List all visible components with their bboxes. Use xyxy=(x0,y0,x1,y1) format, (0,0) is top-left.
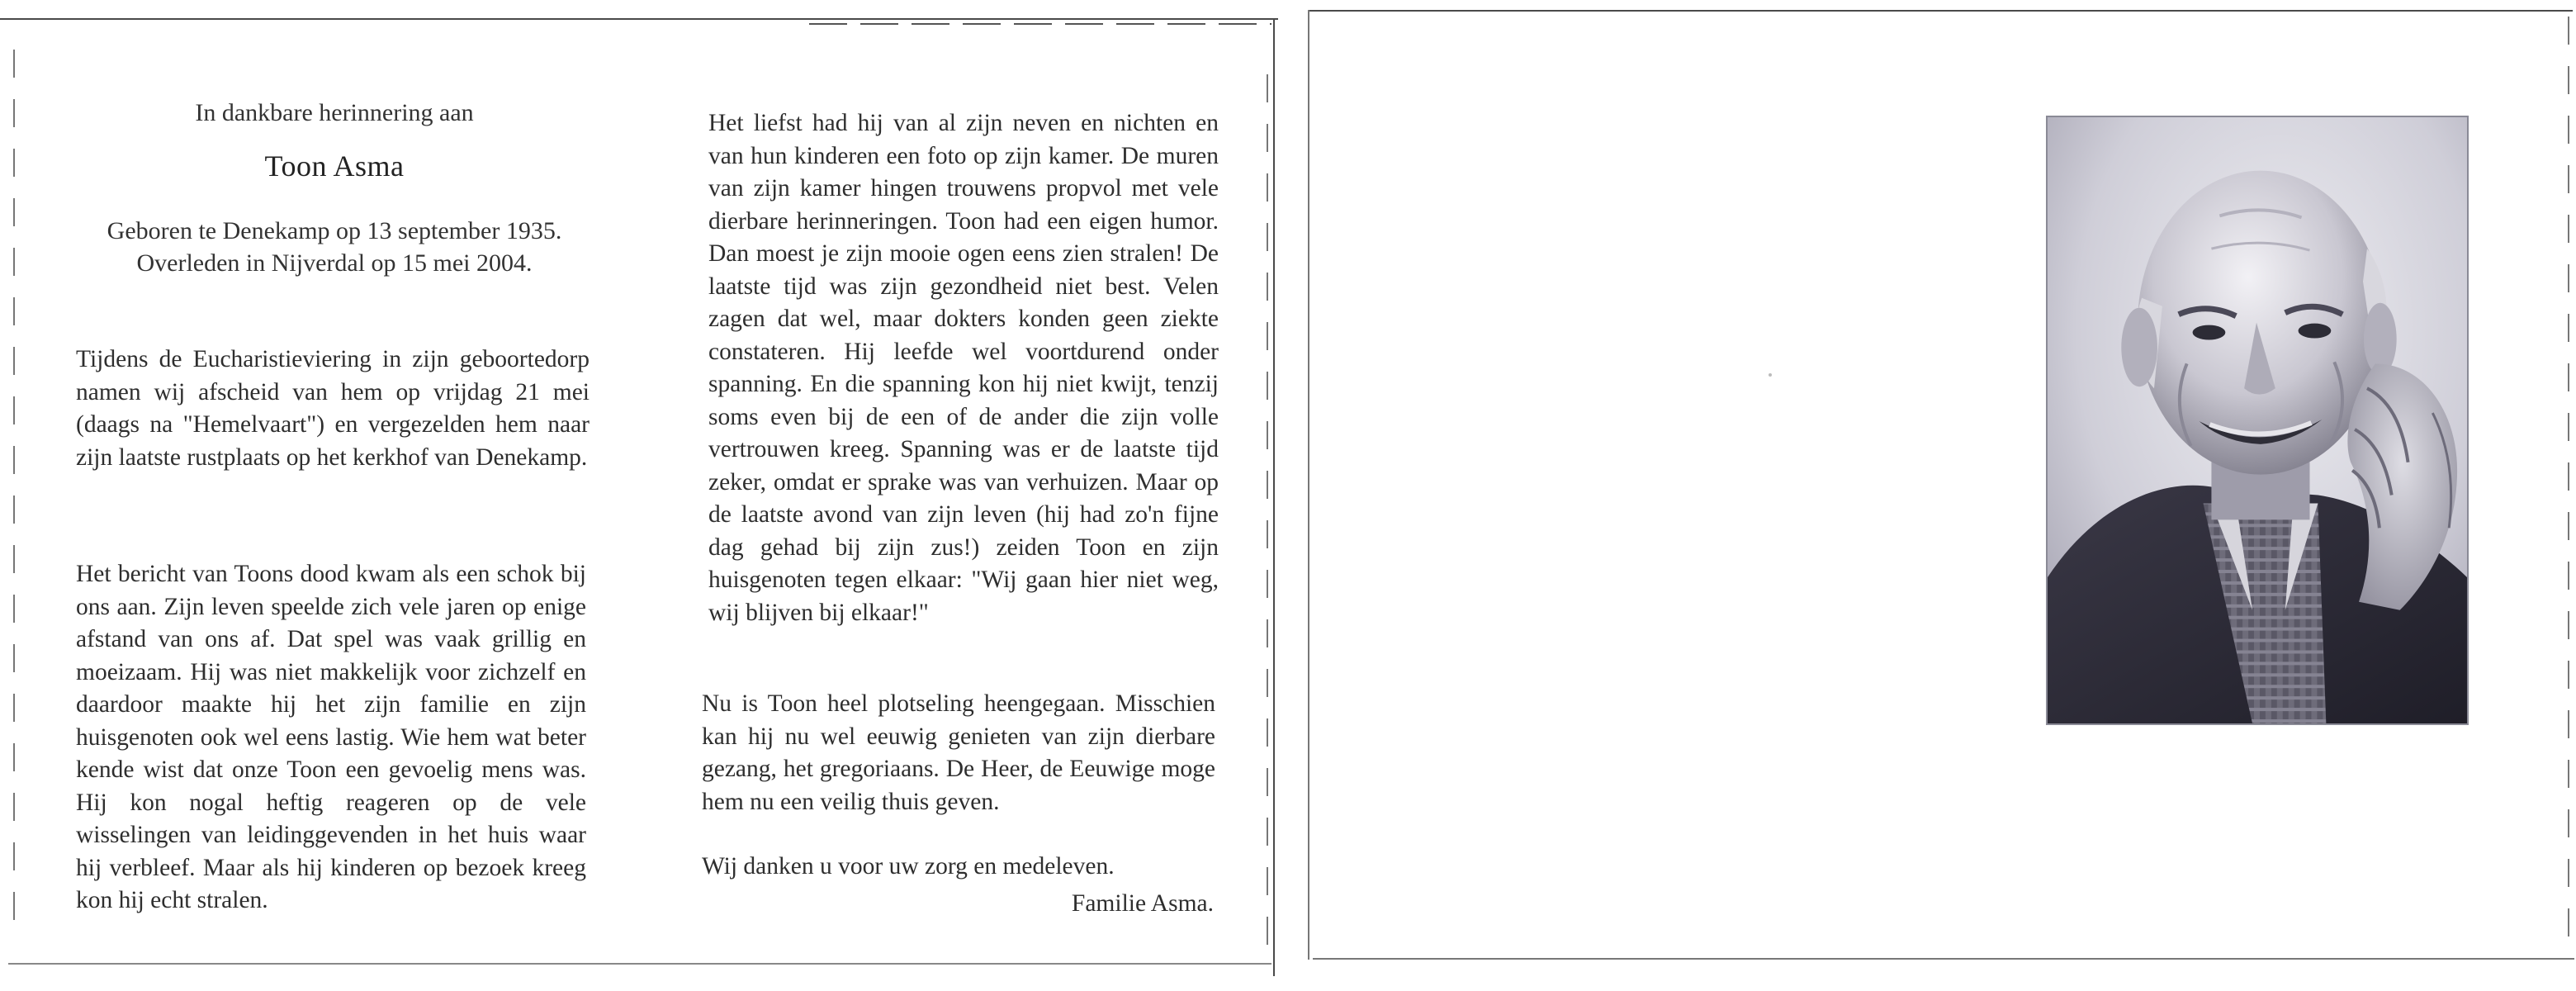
fold-edge xyxy=(1273,18,1275,976)
paragraph-funeral: Tijdens de Eucharistieviering in zijn geboortedorp namen wij afscheid van hem op vrijdag 21 mei (daags na "Hemelvaart") en vergezelden hem naar zijn laatste rustplaats op het kerkhof van Denekamp. xyxy=(76,346,590,471)
deceased-name: Toon Asma xyxy=(264,149,405,183)
right-left-edge xyxy=(1308,10,1309,960)
death-line: Overleden in Nijverdal op 15 mei 2004. xyxy=(136,249,533,277)
paper-speck xyxy=(1769,373,1772,377)
paragraph-thanks: Wij danken u voor uw zorg en medeleven. xyxy=(702,853,1115,880)
top-edge-dashes xyxy=(809,23,1271,25)
left-edge-dashes xyxy=(13,50,15,941)
paragraph-farewell: Nu is Toon heel plotseling heengegaan. Misschien kan hij nu wel eeuwig genieten van zijn dierbare gezang, het gregoriaans. De Heer, de Eeuwige moge hem nu een veilig thuis geven. xyxy=(702,690,1215,815)
top-edge xyxy=(0,18,1278,20)
life-dates xyxy=(66,215,603,279)
paragraph-news: Het bericht van Toons dood kwam als een schok bij ons aan. Zijn leven speelde zich vele jaren op enige afstand van ons af. Dat spel was vaak grillig en moeizaam. Hij was niet makkelijk voor zichzelf en daardoor maakte hij het zijn familie en zijn huisgenoten ook wel eens lastig. Wie hem wat beter kende wist dat onze Toon een gevoelig mens was. Hij kon nogal heftig reageren op de vele wisselingen van leidinggevenden in het huis waar hij verbleef. Maar als hij kinderen op bezoek kreeg kon hij echt stralen. xyxy=(76,561,586,913)
portrait-photo xyxy=(2046,116,2469,725)
birth-line: Geboren te Denekamp op 13 september 1935. xyxy=(107,217,562,244)
intro-line: In dankbare herinnering aan xyxy=(195,99,474,126)
portrait-image xyxy=(2048,117,2467,723)
right-top-edge xyxy=(1309,10,2573,12)
bottom-edge xyxy=(8,963,1271,965)
right-edge-dashes xyxy=(1267,74,1268,950)
paragraph-memories: Het liefst had hij van al zijn neven en nichten en van hun kinderen een foto op zijn kamer. De muren van zijn kamer hingen trouwens propvol met vele dierbare herinneringen. Toon had een eigen humor. Dan moest je zijn mooie ogen eens zien stralen! De laatste tijd was zijn gezondheid niet best. Velen zagen dat wel, maar dokters konden geen ziekte constateren. Hij leefde wel voortdurend onder spanning. En die spanning kon hij niet kwijt, tenzij soms even bij de een of de ander die zijn volle vertrouwen kreeg. Spanning was er de laatste tijd zeker, omdat er sprake was van verhuizen. Maar op de laatste avond van zijn leven (hij had zo'n fijne dag gehad bij zijn zus!) zeiden Toon en zijn huisgenoten tegen elkaar: "Wij gaan hier niet weg, wij blijven bij elkaar!" xyxy=(708,110,1219,626)
family-signature: Familie Asma. xyxy=(1071,890,1214,917)
right-bottom-edge xyxy=(1313,958,2574,960)
right-right-edge xyxy=(2568,17,2569,958)
